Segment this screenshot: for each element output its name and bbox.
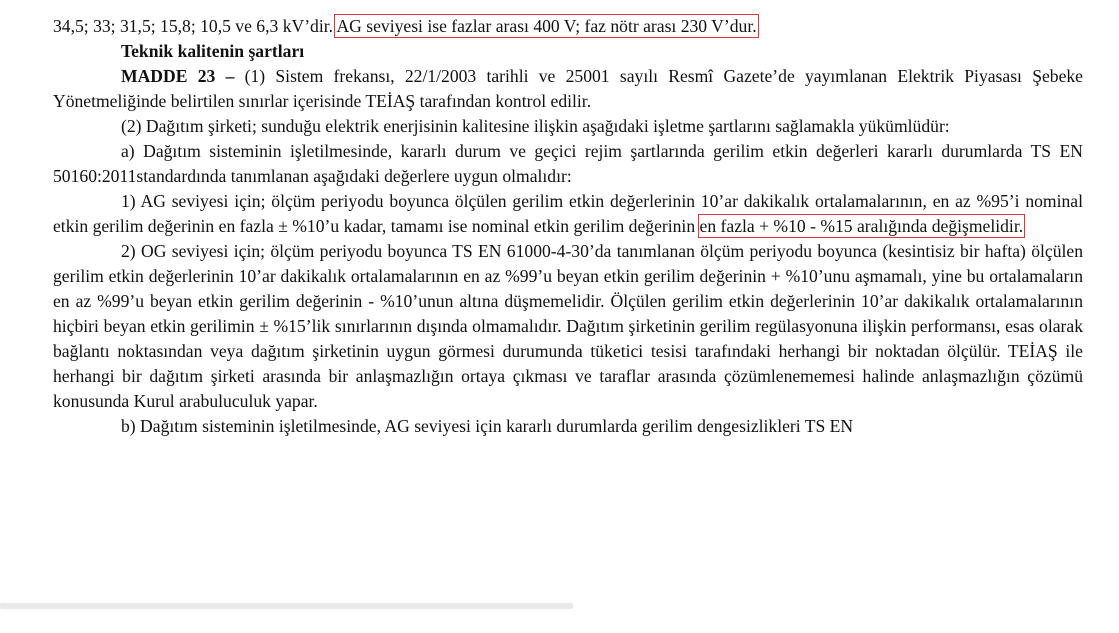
paragraph-2: (2) Dağıtım şirketi; sunduğu elektrik enerjisinin kalitesine ilişkin aşağıdaki işletme şartlarını sağlamakla yükümlüdür: (121, 116, 950, 136)
item-1 (53, 189, 1083, 239)
top-line (53, 14, 1083, 39)
article-label: MADDE 23 – (121, 66, 235, 86)
article-text: (1) Sistem frekansı, 22/1/2003 tarihli ve 25001 sayılı Resmî Gazete’de yayımlanan Elektrik Piyasası Şebeke Yönetmeliğinde belirtilen sınırlar içerisinde TEİAŞ tarafından kontrol edilir. (53, 66, 1083, 111)
top-line-text: 34,5; 33; 31,5; 15,8; 10,5 ve 6,3 kV’dir. (53, 16, 337, 36)
paragraph-b: b) Dağıtım sisteminin işletilmesinde, AG seviyesi için kararlı durumlarda gerilim dengesizlikleri TS EN (121, 416, 854, 436)
item-2: 2) OG seviyesi için; ölçüm periyodu boyunca TS EN 61000-4-30’da tanımlanan ölçüm periyodu boyunca (kesintisiz bir hafta) ölçülen gerilim etkin değerlerinin 10’ar dakikalık ortalamalarının en az %99’u beyan etkin gerilim değerinin + %10’unu aşmamalı, yine bu ortalamaların en az %99’u beyan etkin gerilim değerinin - %10’unun altına düşmemelidir. Ölçülen gerilim etkin değerlerinin 10’ar dakikalık ortalamalarının hiçbiri beyan etkin gerilimin ± %15’lik sınırlarının dışında olmamalıdır. Dağıtım şirketinin gerilim regülasyonuna ilişkin performansı, esas olarak bağlantı noktasından veya dağıtım şirketinin uygun görmesi durumunda tüketici tesisi tarafındaki herhangi bir noktadan ölçülür. TEİAŞ ile herhangi bir dağıtım şirketi arasında bir anlaşmazlığın ortaya çıkması ve taraflar arasında çözümlenememesi halinde anlaşmazlığın çözümü konusunda Kurul arabuluculuk yapar. (53, 241, 1083, 411)
horizontal-scrollbar[interactable] (0, 603, 573, 609)
highlighted-ag-voltage[interactable]: AG seviyesi ise fazlar arası 400 V; faz nötr arası 230 V’dur. (336, 16, 757, 36)
section-heading: Teknik kalitenin şartları (121, 41, 305, 61)
article-23-paragraph (53, 64, 1083, 114)
paragraph-a: a) Dağıtım sisteminin işletilmesinde, kararlı durum ve geçici rejim şartlarında gerilim etkin değerleri kararlı durumlarda TS EN 50160:2011standardında tanımlanan aşağıdaki değerlere uygun olmalıdır: (53, 141, 1083, 186)
document-body (53, 14, 1083, 439)
item-1-text: 1) AG seviyesi için; ölçüm periyodu boyunca ölçülen gerilim etkin değerlerinin 10’ar dakikalık ortalamalarının, en az %95’i nominal etkin gerilim değerinin en fazla ± %10’u kadar, tamamı ise nominal etkin gerilim değerinin (53, 191, 1083, 236)
highlighted-range-text[interactable]: en fazla + %10 - %15 aralığında değişmelidir. (699, 216, 1024, 236)
